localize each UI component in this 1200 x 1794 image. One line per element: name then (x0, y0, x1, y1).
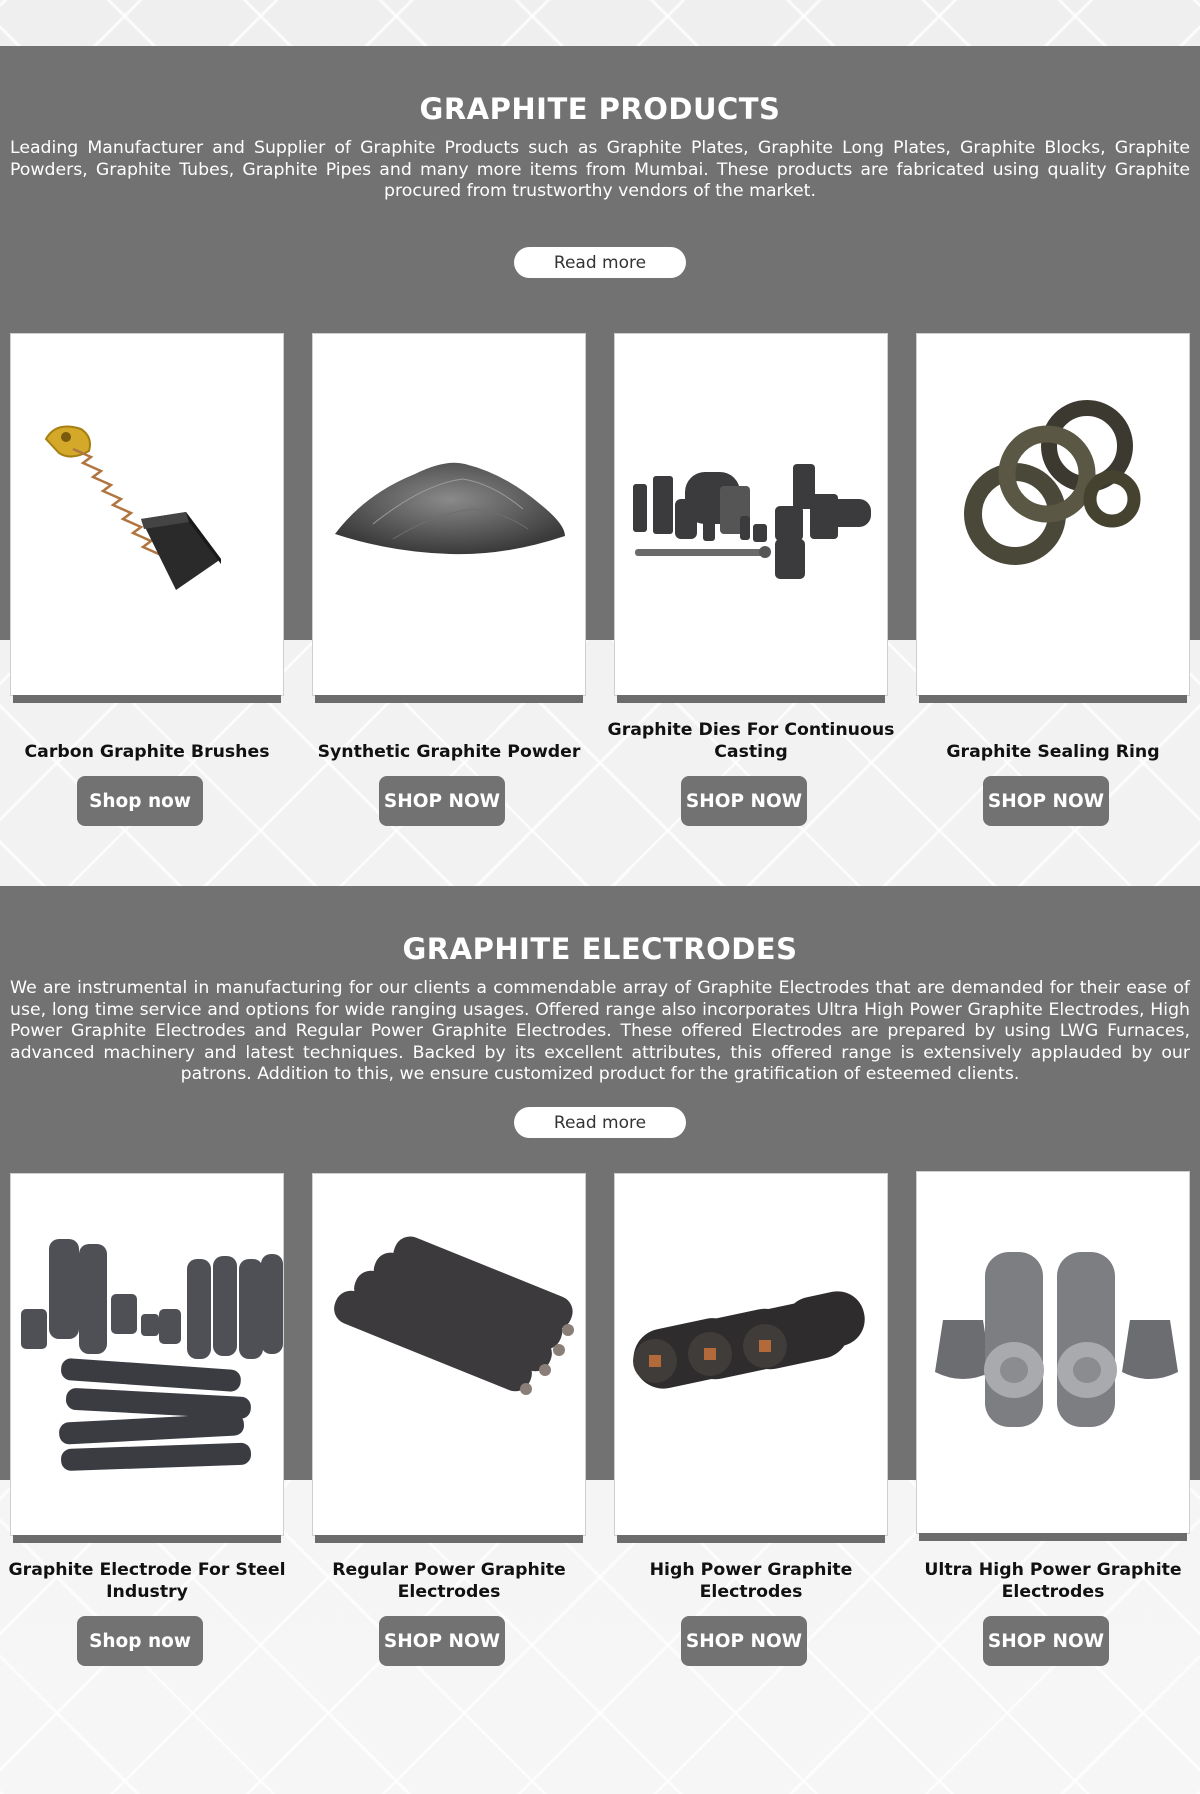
electrode-ends-image[interactable] (614, 1173, 888, 1536)
card-shadow (13, 695, 281, 703)
card-title[interactable]: Regular Power Graphite Electrodes (332, 1560, 566, 1602)
read-more-button-electrodes[interactable]: Read more (514, 1107, 686, 1138)
shop-now-button[interactable]: SHOP NOW (681, 1616, 807, 1666)
card-shadow (315, 1535, 583, 1543)
card-shadow (919, 1533, 1187, 1541)
card-shadow (315, 695, 583, 703)
sealing-rings-image[interactable] (916, 333, 1190, 696)
graphite-powder-image[interactable] (312, 333, 586, 696)
shop-now-button[interactable]: SHOP NOW (379, 776, 505, 826)
card-shadow (617, 695, 885, 703)
card-shadow (13, 1535, 281, 1543)
card-title[interactable]: Graphite Electrode For Steel Industry (8, 1560, 286, 1602)
carbon-brush-image[interactable] (10, 333, 284, 696)
upright-electrodes-image[interactable] (916, 1171, 1190, 1534)
diagonal-electrodes-image[interactable] (312, 1173, 586, 1536)
card-title[interactable]: Graphite Dies For Continuous Casting (607, 720, 895, 762)
shop-now-button[interactable]: Shop now (77, 776, 203, 826)
section-title-products: GRAPHITE PRODUCTS (419, 92, 781, 126)
section-title-electrodes: GRAPHITE ELECTRODES (402, 932, 798, 966)
card-title[interactable]: Graphite Sealing Ring (946, 742, 1160, 762)
section-description-products: Leading Manufacturer and Supplier of Graphite Products such as Graphite Plates, Graphite Long Plates, Graphite Blocks, Graphite Powders, Graphite Tubes, Graphite Pipes and many more items from Mumbai. These products are fabricated using quality Graphite procured from trustworthy vendors of the market. (10, 138, 1190, 202)
section-description-electrodes: We are instrumental in manufacturing for our clients a commendable array of Graphite Electrodes that are demanded for their ease of use, long time service and options for wide ranging usages. Offered range also incorporates Ultra High Power Graphite Electrodes, High Power Graphite Electrodes and Regular Power Graphite Electrodes. These offered Electrodes are prepared by using LWG Furnaces, advanced machinery and latest techniques. Backed by its excellent attributes, this offered range is extensively applauded by our patrons. Addition to this, we ensure customized product for the gratification of esteemed clients. (10, 978, 1190, 1085)
assorted-electrodes-image[interactable] (10, 1173, 284, 1536)
read-more-button-products[interactable]: Read more (514, 247, 686, 278)
shop-now-button[interactable]: SHOP NOW (983, 776, 1109, 826)
shop-now-button[interactable]: SHOP NOW (379, 1616, 505, 1666)
card-title[interactable]: Carbon Graphite Brushes (24, 742, 270, 762)
card-title[interactable]: Ultra High Power Graphite Electrodes (924, 1560, 1182, 1602)
graphite-dies-image[interactable] (614, 333, 888, 696)
shop-now-button[interactable]: SHOP NOW (681, 776, 807, 826)
shop-now-button[interactable]: Shop now (77, 1616, 203, 1666)
card-title[interactable]: High Power Graphite Electrodes (649, 1560, 853, 1602)
card-shadow (919, 695, 1187, 703)
card-title[interactable]: Synthetic Graphite Powder (317, 742, 581, 762)
card-shadow (617, 1535, 885, 1543)
shop-now-button[interactable]: SHOP NOW (983, 1616, 1109, 1666)
